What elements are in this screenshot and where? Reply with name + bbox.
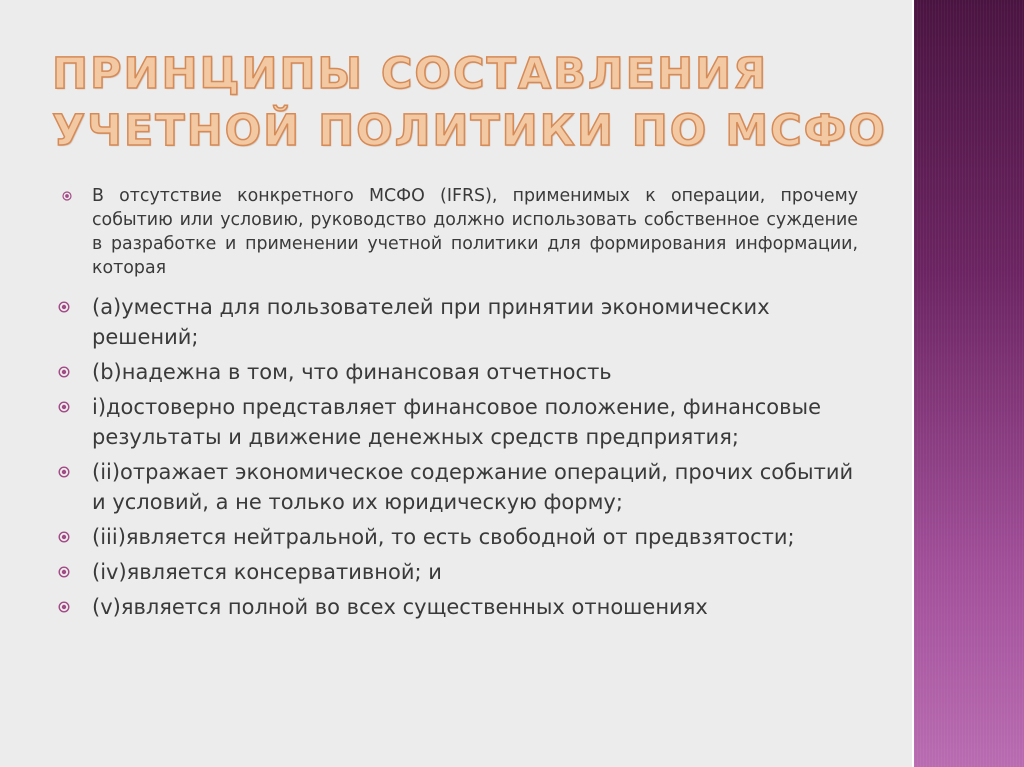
bullet-text: (b)надежна в том, что финансовая отчетность — [92, 360, 612, 384]
circle-dot-icon — [62, 191, 72, 201]
list-item — [58, 522, 858, 552]
bullet-text: (a)уместна для пользователей при принятии экономических решений; — [92, 295, 770, 349]
list-item — [58, 392, 858, 452]
list-item — [58, 292, 858, 352]
list-item — [58, 592, 858, 622]
circle-dot-icon — [58, 531, 70, 543]
bullet-text: (ii)отражает экономическое содержание операций, прочих событий и условий, а не только их юридическую форму; — [92, 460, 854, 514]
circle-dot-icon — [58, 301, 70, 313]
list-item — [58, 557, 858, 587]
bullet-text: (iv)является консервативной; и — [92, 560, 442, 584]
bullet-text: i)достоверно представляет финансовое положение, финансовые результаты и движение денежных средств предприятия; — [92, 395, 821, 449]
circle-dot-icon — [58, 401, 70, 413]
circle-dot-icon — [58, 466, 70, 478]
bullet-list — [58, 184, 858, 627]
slide-title — [52, 46, 892, 160]
circle-dot-icon — [58, 566, 70, 578]
list-item — [58, 357, 858, 387]
title-line-2: УЧЕТНОЙ ПОЛИТИКИ ПО МСФО — [52, 106, 887, 156]
circle-dot-icon — [58, 601, 70, 613]
bullet-text: В отсутствие конкретного МСФО (IFRS), применимых к операции, прочему событию или условию, руководство должно использовать собственное суждение в разработке и применении учетной политики для формирования информации, которая — [92, 186, 858, 278]
circle-dot-icon — [58, 366, 70, 378]
list-item — [58, 457, 858, 517]
bullet-text: (iii)является нейтральной, то есть свободной от предвзятости; — [92, 525, 795, 549]
list-item — [58, 184, 858, 280]
bullet-text: (v)является полной во всех существенных отношениях — [92, 595, 708, 619]
side-decor-band — [914, 0, 1024, 767]
title-line-1: ПРИНЦИПЫ СОСТАВЛЕНИЯ — [52, 49, 769, 99]
